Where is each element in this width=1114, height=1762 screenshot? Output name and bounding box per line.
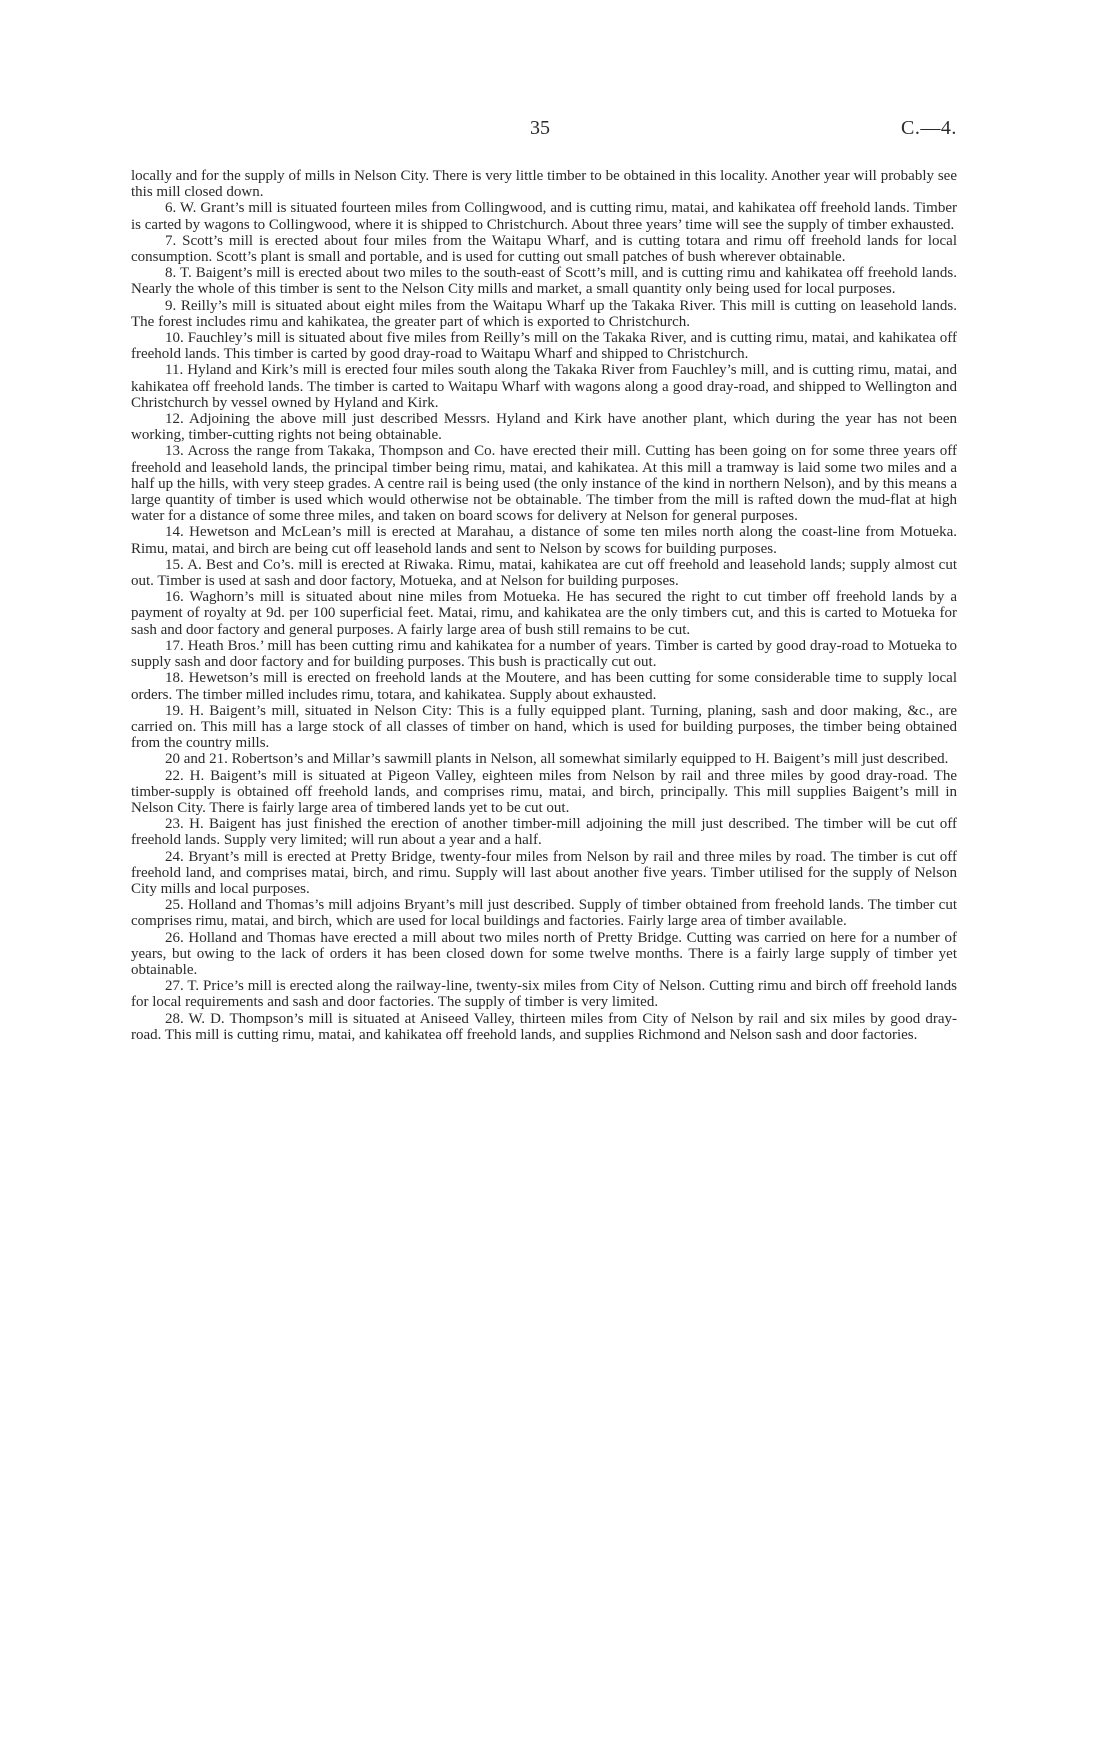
paragraph-12: 12. Adjoining the above mill just described Messrs. Hyland and Kirk have another plant, which during the year has not been working, timber-cutting rights not being obtainable. <box>131 411 957 444</box>
paragraph-18: 18. Hewetson’s mill is erected on freehold lands at the Moutere, and has been cutting for some considerable time to supply local orders. The timber milled includes rimu, totara, and kahikatea. Supply about exhausted. <box>131 670 957 703</box>
paragraph-23: 23. H. Baigent has just finished the erection of another timber-mill adjoining the mill just described. The timber will be cut off freehold lands. Supply very limited; will run about a year and a half. <box>131 816 957 849</box>
paragraph-27: 27. T. Price’s mill is erected along the railway-line, twenty-six miles from City of Nelson. Cutting rimu and birch off freehold lands for local requirements and sash and door factories. The supply of timber is very limited. <box>131 978 957 1011</box>
paragraph-25: 25. Holland and Thomas’s mill adjoins Bryant’s mill just described. Supply of timber obtained from freehold lands. The timber cut comprises rimu, matai, and birch, which are used for local buildings and factories. Fairly large area of timber available. <box>131 897 957 930</box>
paragraph-11: 11. Hyland and Kirk’s mill is erected four miles south along the Takaka River from Fauchley’s mill, and is cutting rimu, matai, and kahikatea off freehold lands. The timber is carted to Waitapu Wharf with wagons along a good dray-road, and shipped to Wellington and Christchurch by vessel owned by Hyland and Kirk. <box>131 362 957 411</box>
paragraph-8: 8. T. Baigent’s mill is erected about two miles to the south-east of Scott’s mill, and is cutting rimu and kahikatea off freehold lands. Nearly the whole of this timber is sent to the Nelson City mills and market, a small quantity only being used for local purposes. <box>131 265 957 298</box>
paragraph-15: 15. A. Best and Co’s. mill is erected at Riwaka. Rimu, matai, kahikatea are cut off freehold and leasehold lands; supply almost cut out. Timber is used at sash and door factory, Motueka, and at Nelson for building purposes. <box>131 556 957 590</box>
paragraph-6: 6. W. Grant’s mill is situated fourteen miles from Collingwood, and is cutting rimu, matai, and kahikatea off freehold lands. Timber is carted by wagons to Collingwood, where it is shipped to Christchurch. About three years’ time will see the supply of timber exhausted. <box>131 200 957 233</box>
page-number: 35 <box>530 117 550 139</box>
paragraph-20-21: 20 and 21. Robertson’s and Millar’s sawmill plants in Nelson, all somewhat similarly equipped to H. Baigent’s mill just described. <box>165 751 949 768</box>
paragraph-9: 9. Reilly’s mill is situated about eight miles from the Waitapu Wharf up the Takaka River. This mill is cutting on leasehold lands. The forest includes rimu and kahikatea, the greater part of which is exported to Christchurch. <box>131 297 957 330</box>
paragraph-7: 7. Scott’s mill is erected about four miles from the Waitapu Wharf, and is cutting totara and rimu off freehold lands for local consumption. Scott’s plant is small and portable, and is used for cutting out small patches of bush wherever obtainable. <box>131 232 957 266</box>
paragraph-10: 10. Fauchley’s mill is situated about five miles from Reilly’s mill on the Takaka River, and is cutting rimu, matai, and kahikatea off freehold lands. This timber is carted by good dray-road to Waitapu Wharf and shipped to Christchurch. <box>131 330 957 363</box>
paragraph-26: 26. Holland and Thomas have erected a mill about two miles north of Pretty Bridge. Cutting was carried on here for a number of years, but owing to the lack of orders it has been closed down for some twelve months. There is a fairly large supply of timber yet obtainable. <box>131 929 957 978</box>
paragraph-continued: locally and for the supply of mills in Nelson City. There is very little timber to be obtained in this locality. Another year will probably see this mill closed down. <box>131 168 957 201</box>
paragraph-19: 19. H. Baigent’s mill, situated in Nelson City: This is a fully equipped plant. Turning, planing, sash and door making, &c., are carried on. This mill has a large stock of all classes of timber on hand, which is used for building purposes, the timber being obtained from the country mills. <box>131 702 957 752</box>
paragraph-16: 16. Waghorn’s mill is situated about nine miles from Motueka. He has secured the right to cut timber off freehold lands by a payment of royalty at 9d. per 100 superficial feet. Matai, rimu, and kahikatea are the only timbers cut, and this is carted to Motueka for sash and door factory and general purposes. A fairly large area of bush still remains to be cut. <box>131 589 957 638</box>
paragraph-17: 17. Heath Bros.’ mill has been cutting rimu and kahikatea for a number of years. Timber is carted by good dray-road to Motueka to supply sash and door factory and for building purposes. This bush is practically cut out. <box>131 637 957 671</box>
paragraph-28: 28. W. D. Thompson’s mill is situated at Aniseed Valley, thirteen miles from City of Nelson by rail and six miles by good dray-road. This mill is cutting rimu, matai, and kahikatea off freehold lands, and supplies Richmond and Nelson sash and door factories. <box>131 1010 957 1043</box>
paragraph-14: 14. Hewetson and McLean’s mill is erected at Marahau, a distance of some ten miles north along the coast-line from Motueka. Rimu, matai, and birch are being cut off leasehold lands and sent to Nelson by scows for building purposes. <box>131 524 957 557</box>
paragraph-24: 24. Bryant’s mill is erected at Pretty Bridge, twenty-four miles from Nelson by rail and three miles by road. The timber is cut off freehold land, and comprises matai, birch, and rimu. Supply will last about another five years. Timber utilised for the supply of Nelson City mills and local purposes. <box>131 848 957 897</box>
document-code: C.—4. <box>901 117 957 139</box>
body-text <box>131 168 957 1043</box>
paragraph-22: 22. H. Baigent’s mill is situated at Pigeon Valley, eighteen miles from Nelson by rail and three miles by good dray-road. The timber-supply is obtained off freehold lands, and comprises rimu, matai, and birch, principally. This mill supplies Baigent’s mill in Nelson City. There is fairly large area of timbered lands yet to be cut out. <box>131 767 957 816</box>
paragraph-13: 13. Across the range from Takaka, Thompson and Co. have erected their mill. Cutting has been going on for some three years off freehold and leasehold lands, the principal timber being rimu, matai, and kahikatea. At this mill a tramway is laid some two miles and a half up the hills, with very steep grades. A centre rail is being used (the only instance of the kind in northern Nelson), and by this means a large quantity of timber is used which would otherwise not be obtainable. The timber from the mill is rafted down the mud-flat at high water for a distance of some three miles, and taken on board scows for delivery at Nelson for general purposes. <box>131 443 957 525</box>
